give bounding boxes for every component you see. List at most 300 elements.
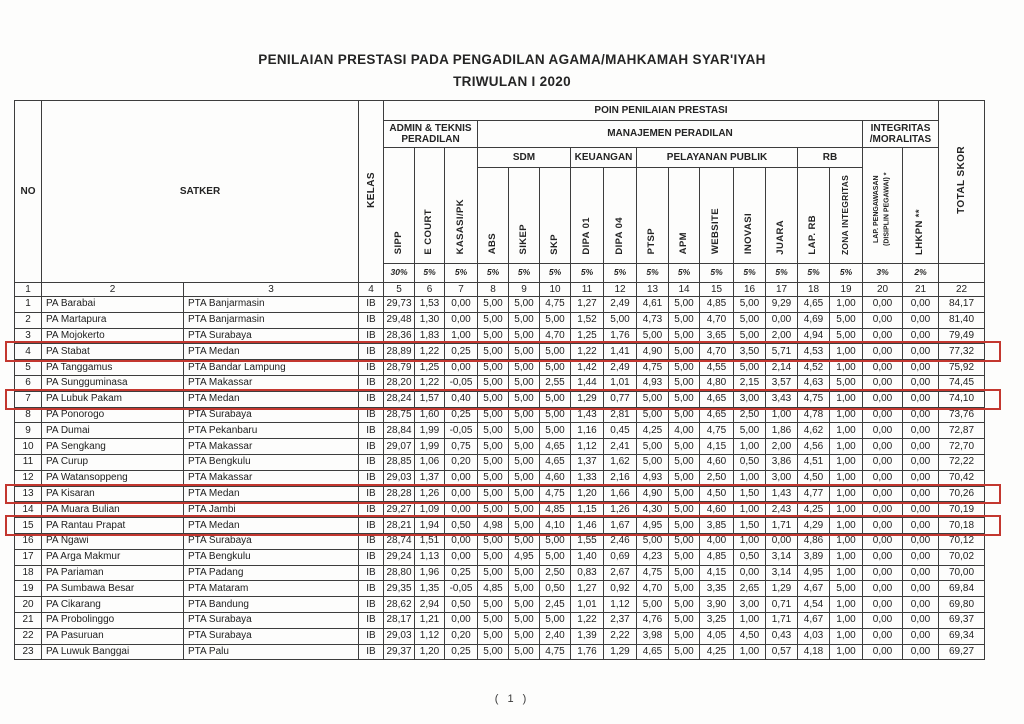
cell-no: 6 <box>15 375 42 391</box>
cell-satker-pta: PTA Bandung <box>184 597 359 613</box>
cell-kasasi-pk: 0,00 <box>445 486 478 502</box>
table-row <box>15 454 985 470</box>
cell-juara: 3,14 <box>766 565 798 581</box>
cell-ecourt: 2,94 <box>415 597 445 613</box>
cell-lap-pengawasan: 0,00 <box>863 391 903 407</box>
cell-sikep: 5,00 <box>509 518 540 534</box>
cell-ptsp: 4,93 <box>637 375 669 391</box>
cell-juara: 3,57 <box>766 375 798 391</box>
cell-ecourt: 1,99 <box>415 423 445 439</box>
cell-inovasi: 3,50 <box>734 344 766 360</box>
cell-website: 3,25 <box>700 612 734 628</box>
cell-dipa-04: 2,49 <box>604 360 637 376</box>
cell-lap-rb: 4,86 <box>798 533 830 549</box>
cell-no: 14 <box>15 502 42 518</box>
cell-zona-integritas: 1,00 <box>830 549 863 565</box>
cell-skp: 5,00 <box>540 407 571 423</box>
cell-juara: 0,43 <box>766 628 798 644</box>
cell-kelas: IB <box>359 439 384 455</box>
cell-kelas: IB <box>359 423 384 439</box>
cell-skp: 4,70 <box>540 328 571 344</box>
cell-lap-pengawasan: 0,00 <box>863 628 903 644</box>
cell-dipa-04: 2,81 <box>604 407 637 423</box>
cell-sipp: 28,74 <box>384 533 415 549</box>
cell-sikep: 5,00 <box>509 533 540 549</box>
cell-lap-pengawasan: 0,00 <box>863 454 903 470</box>
cell-dipa-04: 1,01 <box>604 375 637 391</box>
header-satker: SATKER <box>42 101 359 283</box>
cell-ptsp: 4,30 <box>637 502 669 518</box>
cell-satker-pta: PTA Surabaya <box>184 628 359 644</box>
cell-lap-rb: 4,65 <box>798 297 830 313</box>
cell-lap-pengawasan: 0,00 <box>863 581 903 597</box>
cell-zona-integritas: 1,00 <box>830 407 863 423</box>
cell-abs: 5,00 <box>478 533 509 549</box>
cell-lap-pengawasan: 0,00 <box>863 486 903 502</box>
cell-ptsp: 4,25 <box>637 423 669 439</box>
cell-zona-integritas: 1,00 <box>830 360 863 376</box>
cell-juara: 3,00 <box>766 470 798 486</box>
cell-abs: 5,00 <box>478 549 509 565</box>
header-total-skor: TOTAL SKOR <box>939 101 985 264</box>
cell-apm: 5,00 <box>669 391 700 407</box>
cell-lhkpn: 0,00 <box>903 597 939 613</box>
cell-kasasi-pk: 0,00 <box>445 360 478 376</box>
cell-lap-rb: 4,18 <box>798 644 830 660</box>
cell-kasasi-pk: 0,00 <box>445 549 478 565</box>
cell-total-skor: 72,70 <box>939 439 985 455</box>
cell-lhkpn: 0,00 <box>903 486 939 502</box>
cell-skp: 5,00 <box>540 533 571 549</box>
header-col-zona-integritas: ZONA INTEGRITAS <box>830 168 863 264</box>
col-number: 22 <box>939 283 985 297</box>
cell-ecourt: 1,22 <box>415 344 445 360</box>
cell-dipa-04: 0,45 <box>604 423 637 439</box>
cell-ptsp: 4,76 <box>637 612 669 628</box>
cell-dipa-04: 1,12 <box>604 597 637 613</box>
col-number: 21 <box>903 283 939 297</box>
cell-sikep: 5,00 <box>509 565 540 581</box>
cell-sikep: 5,00 <box>509 360 540 376</box>
cell-satker-pta: PTA Banjarmasin <box>184 312 359 328</box>
cell-lap-rb: 4,95 <box>798 565 830 581</box>
col-number: 6 <box>415 283 445 297</box>
cell-dipa-01: 1,20 <box>571 486 604 502</box>
cell-sipp: 29,03 <box>384 470 415 486</box>
cell-kasasi-pk: -0,05 <box>445 423 478 439</box>
cell-ptsp: 4,75 <box>637 565 669 581</box>
table-row <box>15 423 985 439</box>
cell-sipp: 28,20 <box>384 375 415 391</box>
cell-total-skor: 77,32 <box>939 344 985 360</box>
cell-satker-pa: PA Stabat <box>42 344 184 360</box>
cell-no: 8 <box>15 407 42 423</box>
cell-lap-rb: 4,53 <box>798 344 830 360</box>
cell-apm: 5,00 <box>669 502 700 518</box>
cell-lap-rb: 4,56 <box>798 439 830 455</box>
cell-sikep: 5,00 <box>509 486 540 502</box>
weight-inovasi: 5% <box>734 264 766 283</box>
weight-zona-integritas: 5% <box>830 264 863 283</box>
cell-kasasi-pk: 0,00 <box>445 470 478 486</box>
cell-satker-pa: PA Tanggamus <box>42 360 184 376</box>
cell-satker-pa: PA Dumai <box>42 423 184 439</box>
cell-satker-pta: PTA Medan <box>184 486 359 502</box>
cell-satker-pa: PA Probolinggo <box>42 612 184 628</box>
table-row <box>15 581 985 597</box>
header-col-sikep: SIKEP <box>509 168 540 264</box>
table-row <box>15 439 985 455</box>
cell-no: 2 <box>15 312 42 328</box>
col-number: 20 <box>863 283 903 297</box>
col-number: 11 <box>571 283 604 297</box>
cell-lap-rb: 4,52 <box>798 360 830 376</box>
cell-dipa-01: 1,39 <box>571 628 604 644</box>
cell-inovasi: 0,50 <box>734 454 766 470</box>
cell-apm: 5,00 <box>669 454 700 470</box>
cell-ecourt: 1,96 <box>415 565 445 581</box>
cell-zona-integritas: 1,00 <box>830 518 863 534</box>
table-row <box>15 549 985 565</box>
cell-kasasi-pk: 0,25 <box>445 344 478 360</box>
cell-kelas: IB <box>359 533 384 549</box>
cell-skp: 4,85 <box>540 502 571 518</box>
cell-inovasi: 3,00 <box>734 391 766 407</box>
cell-ecourt: 1,94 <box>415 518 445 534</box>
table-row <box>15 312 985 328</box>
cell-website: 4,75 <box>700 423 734 439</box>
cell-website: 4,65 <box>700 391 734 407</box>
cell-dipa-01: 1,44 <box>571 375 604 391</box>
cell-satker-pta: PTA Mataram <box>184 581 359 597</box>
cell-ecourt: 1,60 <box>415 407 445 423</box>
cell-website: 4,80 <box>700 375 734 391</box>
score-table <box>14 100 985 660</box>
cell-satker-pa: PA Martapura <box>42 312 184 328</box>
cell-kasasi-pk: 0,20 <box>445 628 478 644</box>
cell-dipa-04: 2,46 <box>604 533 637 549</box>
cell-ptsp: 5,00 <box>637 439 669 455</box>
table-row <box>15 565 985 581</box>
cell-satker-pta: PTA Surabaya <box>184 533 359 549</box>
cell-total-skor: 69,80 <box>939 597 985 613</box>
cell-satker-pa: PA Luwuk Banggai <box>42 644 184 660</box>
cell-website: 4,65 <box>700 407 734 423</box>
cell-total-skor: 70,02 <box>939 549 985 565</box>
header-col-lap-pengawasan: LAP. PENGAWASAN (DISIPLIN PEGAWAI) * <box>863 148 903 264</box>
cell-sipp: 28,62 <box>384 597 415 613</box>
cell-dipa-04: 2,49 <box>604 297 637 313</box>
cell-skp: 4,60 <box>540 470 571 486</box>
header-group-pelayanan-publik: PELAYANAN PUBLIK <box>637 148 798 168</box>
cell-dipa-04: 2,67 <box>604 565 637 581</box>
header-col-skp: SKP <box>540 168 571 264</box>
cell-kelas: IB <box>359 375 384 391</box>
cell-juara: 3,14 <box>766 549 798 565</box>
header-col-website: WEBSITE <box>700 168 734 264</box>
cell-lhkpn: 0,00 <box>903 565 939 581</box>
cell-dipa-04: 5,00 <box>604 312 637 328</box>
cell-satker-pa: PA Mojokerto <box>42 328 184 344</box>
cell-satker-pa: PA Curup <box>42 454 184 470</box>
cell-zona-integritas: 1,00 <box>830 423 863 439</box>
cell-dipa-01: 1,43 <box>571 407 604 423</box>
cell-skp: 2,45 <box>540 597 571 613</box>
cell-kelas: IB <box>359 597 384 613</box>
cell-website: 4,15 <box>700 565 734 581</box>
cell-apm: 5,00 <box>669 628 700 644</box>
cell-lhkpn: 0,00 <box>903 581 939 597</box>
cell-lap-rb: 4,50 <box>798 470 830 486</box>
cell-ptsp: 3,98 <box>637 628 669 644</box>
cell-lap-rb: 4,78 <box>798 407 830 423</box>
cell-sipp: 28,28 <box>384 486 415 502</box>
cell-zona-integritas: 5,00 <box>830 375 863 391</box>
cell-satker-pta: PTA Makassar <box>184 439 359 455</box>
cell-zona-integritas: 1,00 <box>830 391 863 407</box>
table-row <box>15 344 985 360</box>
cell-dipa-01: 1,37 <box>571 454 604 470</box>
cell-lhkpn: 0,00 <box>903 454 939 470</box>
cell-kasasi-pk: -0,05 <box>445 375 478 391</box>
col-number: 9 <box>509 283 540 297</box>
cell-sipp: 28,84 <box>384 423 415 439</box>
cell-no: 15 <box>15 518 42 534</box>
col-number: 12 <box>604 283 637 297</box>
cell-zona-integritas: 1,00 <box>830 644 863 660</box>
cell-dipa-01: 1,76 <box>571 644 604 660</box>
cell-juara: 1,71 <box>766 518 798 534</box>
cell-apm: 5,00 <box>669 518 700 534</box>
cell-dipa-04: 0,69 <box>604 549 637 565</box>
cell-total-skor: 72,87 <box>939 423 985 439</box>
cell-lhkpn: 0,00 <box>903 518 939 534</box>
cell-lhkpn: 0,00 <box>903 533 939 549</box>
cell-apm: 5,00 <box>669 375 700 391</box>
cell-dipa-01: 1,01 <box>571 597 604 613</box>
header-admin-teknis: ADMIN & TEKNIS PERADILAN <box>384 121 478 148</box>
col-number: 16 <box>734 283 766 297</box>
cell-satker-pa: PA Rantau Prapat <box>42 518 184 534</box>
cell-lap-pengawasan: 0,00 <box>863 549 903 565</box>
cell-sipp: 29,03 <box>384 628 415 644</box>
cell-lap-pengawasan: 0,00 <box>863 375 903 391</box>
cell-juara: 1,00 <box>766 407 798 423</box>
cell-inovasi: 1,00 <box>734 612 766 628</box>
cell-lhkpn: 0,00 <box>903 328 939 344</box>
cell-kelas: IB <box>359 644 384 660</box>
cell-apm: 5,00 <box>669 297 700 313</box>
cell-sipp: 29,35 <box>384 581 415 597</box>
weight-skp: 5% <box>540 264 571 283</box>
cell-zona-integritas: 1,00 <box>830 628 863 644</box>
cell-dipa-04: 0,92 <box>604 581 637 597</box>
cell-sikep: 5,00 <box>509 391 540 407</box>
cell-kasasi-pk: 0,25 <box>445 565 478 581</box>
cell-ecourt: 1,26 <box>415 486 445 502</box>
cell-website: 4,50 <box>700 486 734 502</box>
cell-abs: 5,00 <box>478 375 509 391</box>
cell-dipa-04: 2,37 <box>604 612 637 628</box>
cell-satker-pta: PTA Medan <box>184 518 359 534</box>
cell-juara: 2,00 <box>766 328 798 344</box>
cell-abs: 5,00 <box>478 344 509 360</box>
cell-kelas: IB <box>359 502 384 518</box>
cell-skp: 4,65 <box>540 439 571 455</box>
cell-ptsp: 4,90 <box>637 344 669 360</box>
cell-sikep: 5,00 <box>509 344 540 360</box>
cell-no: 18 <box>15 565 42 581</box>
cell-lap-rb: 4,29 <box>798 518 830 534</box>
cell-sipp: 29,24 <box>384 549 415 565</box>
cell-zona-integritas: 1,00 <box>830 502 863 518</box>
cell-inovasi: 1,50 <box>734 518 766 534</box>
cell-kasasi-pk: 0,75 <box>445 439 478 455</box>
cell-kelas: IB <box>359 407 384 423</box>
cell-zona-integritas: 1,00 <box>830 565 863 581</box>
cell-no: 13 <box>15 486 42 502</box>
cell-lhkpn: 0,00 <box>903 360 939 376</box>
table-row <box>15 328 985 344</box>
cell-lap-pengawasan: 0,00 <box>863 502 903 518</box>
cell-kelas: IB <box>359 581 384 597</box>
col-number: 18 <box>798 283 830 297</box>
cell-skp: 5,00 <box>540 549 571 565</box>
cell-sikep: 4,95 <box>509 549 540 565</box>
cell-kelas: IB <box>359 628 384 644</box>
header-col-apm: APM <box>669 168 700 264</box>
cell-juara: 1,86 <box>766 423 798 439</box>
cell-lap-rb: 4,03 <box>798 628 830 644</box>
cell-dipa-04: 1,26 <box>604 502 637 518</box>
cell-inovasi: 1,00 <box>734 533 766 549</box>
cell-satker-pta: PTA Banjarmasin <box>184 297 359 313</box>
cell-lap-pengawasan: 0,00 <box>863 518 903 534</box>
cell-kelas: IB <box>359 312 384 328</box>
cell-no: 19 <box>15 581 42 597</box>
cell-ptsp: 5,00 <box>637 597 669 613</box>
cell-juara: 2,14 <box>766 360 798 376</box>
col-number: 7 <box>445 283 478 297</box>
cell-apm: 5,00 <box>669 549 700 565</box>
cell-inovasi: 5,00 <box>734 297 766 313</box>
cell-kasasi-pk: 0,50 <box>445 518 478 534</box>
cell-kelas: IB <box>359 518 384 534</box>
cell-kasasi-pk: -0,05 <box>445 581 478 597</box>
cell-satker-pta: PTA Makassar <box>184 470 359 486</box>
cell-sikep: 5,00 <box>509 581 540 597</box>
cell-sikep: 5,00 <box>509 502 540 518</box>
cell-kelas: IB <box>359 486 384 502</box>
cell-kelas: IB <box>359 328 384 344</box>
cell-total-skor: 72,22 <box>939 454 985 470</box>
cell-kasasi-pk: 0,20 <box>445 454 478 470</box>
cell-lhkpn: 0,00 <box>903 375 939 391</box>
column-numbers-row <box>15 283 985 297</box>
cell-sikep: 5,00 <box>509 312 540 328</box>
cell-apm: 5,00 <box>669 328 700 344</box>
cell-ptsp: 4,61 <box>637 297 669 313</box>
cell-sipp: 29,48 <box>384 312 415 328</box>
header-col-dipa-01: DIPA 01 <box>571 168 604 264</box>
cell-dipa-01: 1,40 <box>571 549 604 565</box>
cell-apm: 5,00 <box>669 470 700 486</box>
cell-lap-pengawasan: 0,00 <box>863 344 903 360</box>
cell-sipp: 28,85 <box>384 454 415 470</box>
cell-satker-pa: PA Watansoppeng <box>42 470 184 486</box>
cell-kasasi-pk: 0,00 <box>445 612 478 628</box>
cell-skp: 0,50 <box>540 581 571 597</box>
cell-skp: 5,00 <box>540 612 571 628</box>
page-number: ( 1 ) <box>494 693 530 705</box>
cell-inovasi: 5,00 <box>734 328 766 344</box>
cell-total-skor: 73,76 <box>939 407 985 423</box>
cell-website: 4,60 <box>700 502 734 518</box>
cell-dipa-01: 1,15 <box>571 502 604 518</box>
cell-kasasi-pk: 0,50 <box>445 597 478 613</box>
cell-satker-pta: PTA Medan <box>184 344 359 360</box>
cell-no: 11 <box>15 454 42 470</box>
cell-zona-integritas: 1,00 <box>830 470 863 486</box>
cell-kasasi-pk: 0,00 <box>445 297 478 313</box>
cell-satker-pta: PTA Palu <box>184 644 359 660</box>
cell-lap-rb: 4,51 <box>798 454 830 470</box>
cell-ptsp: 4,90 <box>637 486 669 502</box>
cell-satker-pta: PTA Surabaya <box>184 407 359 423</box>
cell-zona-integritas: 1,00 <box>830 344 863 360</box>
cell-satker-pta: PTA Bengkulu <box>184 454 359 470</box>
cell-ptsp: 4,23 <box>637 549 669 565</box>
cell-skp: 2,40 <box>540 628 571 644</box>
cell-ptsp: 5,00 <box>637 391 669 407</box>
cell-total-skor: 70,19 <box>939 502 985 518</box>
cell-website: 4,00 <box>700 533 734 549</box>
cell-satker-pa: PA Kisaran <box>42 486 184 502</box>
cell-juara: 5,71 <box>766 344 798 360</box>
cell-lap-pengawasan: 0,00 <box>863 597 903 613</box>
cell-lap-pengawasan: 0,00 <box>863 297 903 313</box>
cell-satker-pta: PTA Bandar Lampung <box>184 360 359 376</box>
cell-total-skor: 70,00 <box>939 565 985 581</box>
cell-dipa-04: 1,76 <box>604 328 637 344</box>
cell-sikep: 5,00 <box>509 628 540 644</box>
cell-abs: 5,00 <box>478 644 509 660</box>
cell-total-skor: 70,42 <box>939 470 985 486</box>
weight-kasasi-pk: 5% <box>445 264 478 283</box>
cell-inovasi: 2,15 <box>734 375 766 391</box>
cell-sikep: 5,00 <box>509 597 540 613</box>
cell-sikep: 5,00 <box>509 470 540 486</box>
cell-inovasi: 1,00 <box>734 502 766 518</box>
header-kelas: KELAS <box>359 101 384 283</box>
cell-abs: 5,00 <box>478 360 509 376</box>
weight-apm: 5% <box>669 264 700 283</box>
cell-sipp: 29,27 <box>384 502 415 518</box>
cell-juara: 0,71 <box>766 597 798 613</box>
cell-lap-rb: 4,69 <box>798 312 830 328</box>
cell-zona-integritas: 1,00 <box>830 454 863 470</box>
cell-lhkpn: 0,00 <box>903 423 939 439</box>
cell-abs: 5,00 <box>478 502 509 518</box>
header-group-keuangan: KEUANGAN <box>571 148 637 168</box>
table-row <box>15 597 985 613</box>
weight-lap-pengawasan: 3% <box>863 264 903 283</box>
cell-dipa-01: 0,83 <box>571 565 604 581</box>
cell-kasasi-pk: 0,00 <box>445 312 478 328</box>
header-group-rb: RB <box>798 148 863 168</box>
cell-dipa-04: 1,62 <box>604 454 637 470</box>
cell-lap-pengawasan: 0,00 <box>863 644 903 660</box>
